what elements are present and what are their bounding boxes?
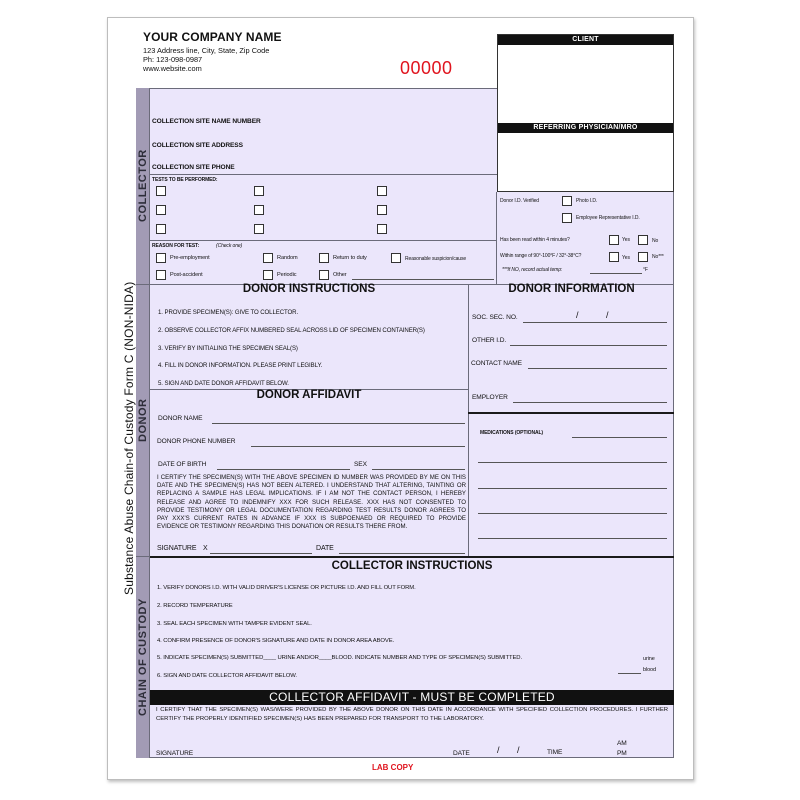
donor-instruction-item: 5. SIGN AND DATE DONOR AFFIDAVIT BELOW. [158, 380, 289, 387]
divider [150, 240, 497, 241]
date-slash: / [497, 745, 500, 755]
collector-instruction-item: 5. INDICATE SPECIMEN(S) SUBMITTED____ URINE AND/OR____BLOOD. INDICATE NUMBER AND TYPE OF SPECIMEN(S) SUBMITTED. [157, 655, 522, 661]
site-name-label: COLLECTION SITE NAME NUMBER [152, 118, 261, 125]
collector-time-label: TIME [547, 749, 563, 756]
read-no-label: No [652, 238, 659, 244]
reason-label-return-to-duty: Return to duty [333, 255, 367, 261]
donor-instruction-item: 3. VERIFY BY INITIALING THE SPECIMEN SEAL(S) [158, 345, 298, 352]
physician-header: REFERRING PHYSICIAN/MRO [498, 123, 673, 133]
section-label-donor: DONOR [137, 398, 149, 442]
sex-field[interactable] [372, 469, 465, 470]
section-label-chain-of-custody: CHAIN OF CUSTODY [137, 598, 149, 716]
physician-field[interactable] [498, 133, 673, 191]
reason-label: REASON FOR TEST: [152, 243, 200, 249]
company-website: www.website.com [143, 64, 202, 73]
test-checkbox[interactable] [377, 205, 387, 215]
tests-label: TESTS TO BE PERFORMED: [152, 177, 218, 183]
range-yes-checkbox[interactable] [609, 252, 619, 262]
collector-instructions-title: COLLECTOR INSTRUCTIONS [331, 560, 493, 572]
collector-certification-text: I CERTIFY THAT THE SPECIMEN(S) WAS/WERE PROVIDED BY THE ABOVE DONOR ON THIS DATE IN ACCORDANCE WITH SPECIFIED COLLECTION PROCEDURES. I FURTHER CERTIFY THE PROPERLY IDENTIFIED SPECIMEN(S) HAS BEEN PREPARED FOR TRANSPORT TO THE LABORATORY. [156, 707, 668, 722]
test-checkbox[interactable] [377, 186, 387, 196]
reason-label-random: Random [277, 255, 298, 261]
photo-id-label: Photo I.D. [576, 198, 598, 204]
reason-checkbox-random[interactable] [263, 253, 273, 263]
medications-field[interactable] [478, 462, 667, 463]
donor-instruction-item: 4. FILL IN DONOR INFORMATION. PLEASE PRINT LEGIBLY. [158, 362, 323, 369]
test-checkbox[interactable] [156, 205, 166, 215]
other-id-label: OTHER I.D. [472, 337, 507, 344]
test-checkbox[interactable] [254, 224, 264, 234]
site-address-field[interactable] [250, 138, 492, 150]
lab-copy-label: LAB COPY [372, 763, 414, 772]
reason-checkbox-reasonable-suspicion[interactable] [391, 253, 401, 263]
blood-count-field[interactable] [618, 673, 641, 674]
donor-signature-label: SIGNATURE [157, 545, 197, 552]
test-checkbox[interactable] [156, 224, 166, 234]
reason-hint: (Check one) [216, 243, 243, 249]
other-reason-field[interactable] [352, 279, 494, 280]
reason-checkbox-pre-employment[interactable] [156, 253, 166, 263]
read-yes-checkbox[interactable] [609, 235, 619, 245]
actual-temp-field[interactable] [590, 273, 642, 274]
employee-rep-checkbox[interactable] [562, 213, 572, 223]
collector-affidavit-title: COLLECTOR AFFIDAVIT - MUST BE COMPLETED [150, 690, 674, 705]
company-name: YOUR COMPANY NAME [143, 30, 282, 44]
donor-signature-field[interactable] [210, 553, 312, 554]
date-slash: / [517, 745, 520, 755]
range-yes-label: Yes [622, 255, 630, 261]
urine-label: urine [643, 656, 655, 662]
medications-field[interactable] [478, 538, 667, 539]
reason-checkbox-return-to-duty[interactable] [319, 253, 329, 263]
test-checkbox[interactable] [156, 186, 166, 196]
employee-rep-label: Employee Representative I.D. [576, 215, 640, 221]
read-within-label: Has been read within 4 minutes? [500, 237, 570, 243]
dob-field[interactable] [217, 469, 350, 470]
site-phone-field[interactable] [240, 160, 492, 172]
donor-instruction-item: 2. OBSERVE COLLECTOR AFFIX NUMBERED SEAL ACROSS LID OF SPECIMEN CONTAINER(S) [158, 327, 425, 334]
range-no-label: No*** [652, 254, 664, 260]
within-range-label: Within range of 90°-100°F / 32°-38°C? [500, 253, 582, 259]
reason-checkbox-periodic[interactable] [263, 270, 273, 280]
reason-label-other: Other [333, 272, 347, 278]
collector-instruction-item: 1. VERIFY DONORS I.D. WITH VALID DRIVER'S LICENSE OR PICTURE I.D. AND FILL OUT FORM. [157, 585, 416, 591]
read-no-checkbox[interactable] [638, 235, 648, 245]
if-no-label: ***If NO, record actual temp: [502, 267, 563, 273]
reason-label-pre-employment: Pre-employment [170, 255, 210, 261]
collector-instruction-item: 4. CONFIRM PRESENCE OF DONOR'S SIGNATURE AND DATE IN DONOR AREA ABOVE. [157, 638, 395, 644]
blood-label: blood [643, 667, 656, 673]
range-no-checkbox[interactable] [638, 252, 648, 262]
other-id-field[interactable] [510, 345, 667, 346]
medications-field[interactable] [478, 513, 667, 514]
donor-name-label: DONOR NAME [158, 415, 203, 422]
employer-field[interactable] [513, 402, 667, 403]
form-title: Substance Abuse Chain-of Custody Form C (NON-NIDA) [122, 281, 136, 595]
reason-checkbox-other[interactable] [319, 270, 329, 280]
employer-label: EMPLOYER [472, 394, 508, 401]
site-phone-label: COLLECTION SITE PHONE [152, 164, 235, 171]
contact-name-label: CONTACT NAME [471, 360, 522, 367]
collector-signature-field[interactable] [195, 742, 445, 756]
client-header: CLIENT [498, 35, 673, 45]
reason-label-reasonable-suspicion: Reasonable suspicion/cause [405, 256, 467, 262]
client-field[interactable] [498, 45, 673, 121]
test-checkbox[interactable] [377, 224, 387, 234]
reason-checkbox-post-accident[interactable] [156, 270, 166, 280]
divider [150, 174, 497, 175]
collector-instruction-item: 3. SEAL EACH SPECIMEN WITH TAMPER EVIDENT SEAL. [157, 621, 312, 627]
donor-phone-field[interactable] [251, 446, 465, 447]
read-yes-label: Yes [622, 237, 630, 243]
contact-name-field[interactable] [528, 368, 667, 369]
collector-instruction-item: 2. RECORD TEMPERATURE [157, 603, 233, 609]
serial-number: 00000 [400, 58, 453, 78]
donor-id-verified-label: Donor I.D. Verified [500, 198, 539, 204]
pm-label[interactable]: PM [617, 750, 627, 757]
ssn-label: SOC. SEC. NO. [472, 314, 518, 321]
divider [136, 284, 150, 285]
temp-unit-label: °F [643, 267, 648, 273]
sex-label: SEX [354, 461, 367, 468]
reason-label-periodic: Periodic [277, 272, 297, 278]
dob-label: DATE OF BIRTH [158, 461, 207, 468]
divider [150, 556, 674, 558]
divider [468, 284, 469, 556]
ssn-slash: / [606, 310, 609, 320]
medications-field[interactable] [572, 437, 667, 438]
photo-id-checkbox[interactable] [562, 196, 572, 206]
collector-date-label: DATE [453, 750, 470, 757]
company-address: 123 Address line, City, State, Zip Code [143, 46, 270, 55]
medications-label: MEDICATIONS (OPTIONAL) [480, 430, 543, 436]
donor-certification-text: I CERTIFY THE SPECIMEN(S) WITH THE ABOVE SPECIMEN ID NUMBER WAS PROVIDED BY ME ON THIS DATE AND THE SPECIMEN(S) HAS NOT BEEN ALTERED. I UNDERSTAND THAT ALTERING, TAINTING OR REPLACING A SAMPLE HAS LEGAL IMPLICATIONS. IF I AM NOT THE CONTACT PERSON, I HEREBY RELEASE AND AGREE TO INDEMNIFY XXX FOR SUCH RELEASE. XXX HAS NOT CONSENTED TO PROVIDE TESTIMONY OR LEGAL DOCUMENTATION REGARDING TEST RESULTS DONOR AGREES TO PAY XXX'S CURRENT RATES IN ADVANCE IF XXX IS SUBPOENAED OR REQUIRED TO PROVIDE EVIDENCE OR TESTIMONY REGARDING THIS DONATION OR RESULTS THERE FROM. [157, 474, 466, 531]
divider [496, 192, 497, 284]
donor-phone-label: DONOR PHONE NUMBER [157, 438, 236, 445]
divider [136, 556, 150, 557]
donor-instructions-title: DONOR INSTRUCTIONS [242, 283, 376, 295]
medications-field[interactable] [478, 488, 667, 489]
donor-instruction-item: 1. PROVIDE SPECIMEN(S): GIVE TO COLLECTOR. [158, 309, 299, 316]
test-checkbox[interactable] [254, 205, 264, 215]
company-phone: Ph: 123-098-0987 [143, 55, 203, 64]
collector-instruction-item: 6. SIGN AND DATE COLLECTOR AFFIDAVIT BELOW. [157, 673, 297, 679]
signature-x-mark: X [203, 545, 208, 552]
section-label-collector: COLLECTOR [137, 149, 149, 222]
site-name-field[interactable] [280, 114, 492, 126]
donor-information-title: DONOR INFORMATION [508, 283, 635, 295]
collector-signature-label: SIGNATURE [156, 750, 194, 757]
ssn-field[interactable] [523, 322, 667, 323]
donor-date-field[interactable] [339, 553, 465, 554]
reason-label-post-accident: Post-accident [170, 272, 203, 278]
am-label[interactable]: AM [617, 740, 627, 747]
divider [468, 412, 674, 414]
ssn-slash: / [576, 310, 579, 320]
donor-affidavit-title: DONOR AFFIDAVIT [256, 389, 362, 401]
donor-date-label: DATE [316, 545, 334, 552]
test-checkbox[interactable] [254, 186, 264, 196]
site-address-label: COLLECTION SITE ADDRESS [152, 142, 243, 149]
donor-name-field[interactable] [212, 423, 465, 424]
